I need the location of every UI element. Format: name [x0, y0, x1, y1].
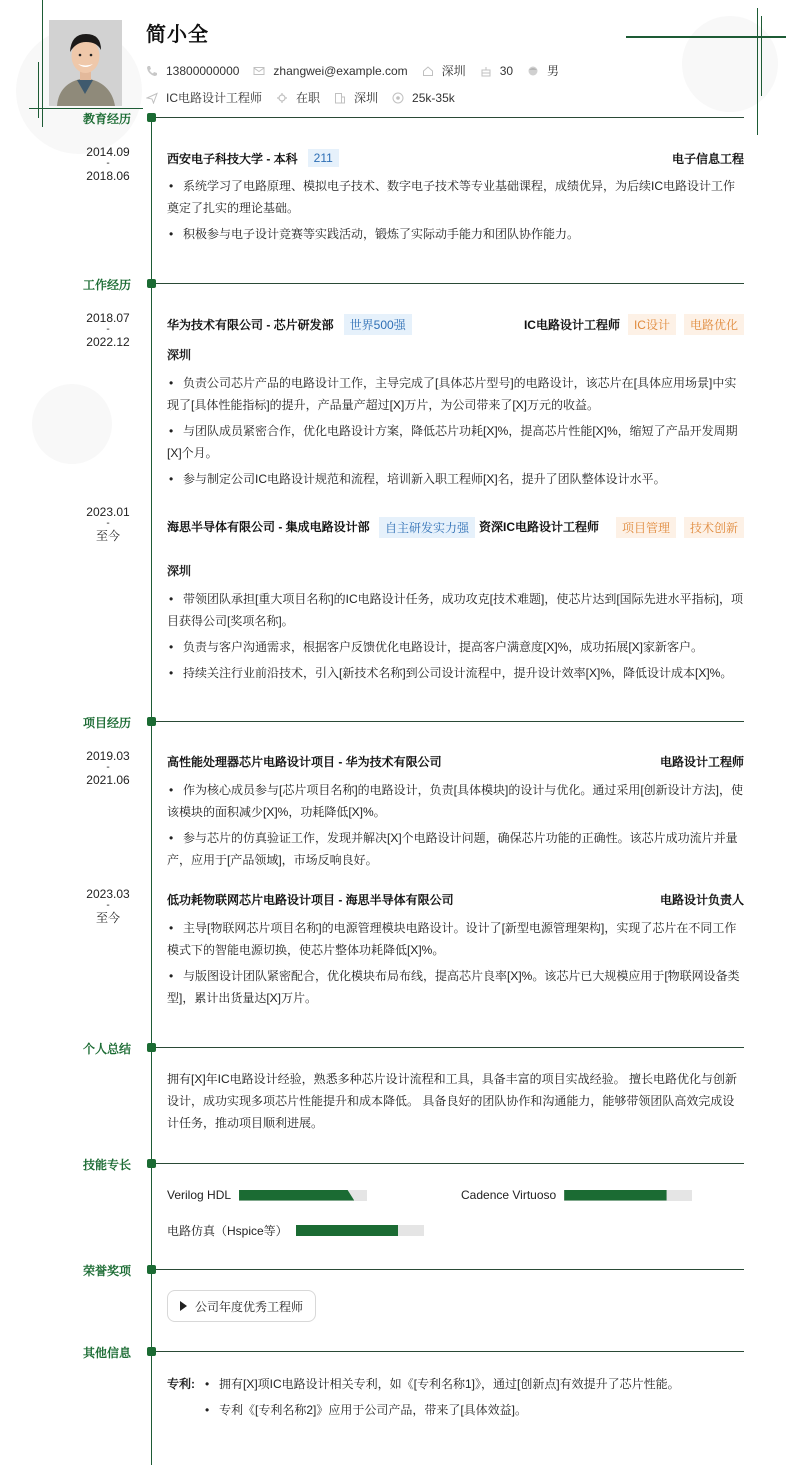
- home-icon: [422, 65, 434, 77]
- bullet-item: • 参与芯片的仿真验证工作，发现并解决[X]个电路设计问题，确保芯片功能的正确性。该芯片成功流片并量产，应用于[产品领域]，市场反响良好。: [167, 827, 744, 871]
- section-title: 荣誉奖项: [82, 1264, 131, 1278]
- company-tag: 自主研发实力强: [379, 517, 475, 538]
- skill-item: [167, 1222, 424, 1239]
- award-name: 公司年度优秀工程师: [195, 1299, 304, 1314]
- send-icon: [146, 92, 158, 104]
- target-city-value: 深圳: [354, 91, 379, 105]
- job-status-value: 在职: [296, 91, 321, 105]
- section-awards-header: [0, 1264, 794, 1276]
- role-tag: 电路优化: [684, 314, 744, 335]
- patents-list: [203, 1373, 680, 1421]
- section-title: 个人总结: [82, 1042, 131, 1056]
- mail-icon: [253, 65, 265, 77]
- salary-item: [392, 91, 455, 105]
- skill-bar: [296, 1225, 424, 1236]
- triangle-right-icon: [180, 1301, 187, 1311]
- project-role: 电路设计负责人: [659, 893, 744, 907]
- gender-value: 男: [547, 64, 560, 78]
- work-city: 深圳: [167, 564, 192, 578]
- work-entry-header: [167, 508, 744, 546]
- contact-info-row: [146, 62, 573, 79]
- job-role: IC电路设计工程师: [523, 318, 620, 332]
- role-tag: IC设计: [628, 314, 676, 335]
- skill-bar: [564, 1190, 692, 1201]
- work-date: [70, 312, 146, 348]
- company-name: 华为技术有限公司 - 芯片研发部: [167, 318, 334, 332]
- start-date: 2018.07: [86, 311, 130, 325]
- patents-block: [167, 1373, 680, 1425]
- section-divider: [156, 1047, 744, 1048]
- skill-bar-fill: [564, 1190, 666, 1201]
- end-date: 2021.06: [86, 773, 130, 787]
- bullet-item: • 带领团队承担[重大项目名称]的IC电路设计任务，成功攻克[技术难题]，使芯片达到[国际先进水平指标]，项目获得公司[奖项名称]。: [167, 588, 744, 632]
- project-name: 高性能处理器芯片电路设计项目 - 华为技术有限公司: [167, 755, 442, 769]
- project-date: [70, 888, 146, 924]
- decor-circle: [32, 384, 112, 464]
- status-icon: [276, 92, 288, 104]
- school-tag: 211: [308, 149, 339, 167]
- bullet-item: • 主导[物联网芯片项目名称]的电源管理模块电路设计。设计了[新型电源管理架构]，实现了芯片在不同工作模式下的智能电源切换，使芯片整体功耗降低[X]%。: [167, 917, 744, 961]
- job-role: 资深IC电路设计工程师: [479, 519, 600, 534]
- age-icon: [480, 65, 492, 77]
- gender-icon: [527, 65, 539, 77]
- school-name: 西安电子科技大学 - 本科: [167, 151, 298, 166]
- timeline-dot: [147, 113, 156, 122]
- job-status-item: [276, 89, 320, 106]
- building-icon: [334, 92, 346, 104]
- email-item: [253, 64, 407, 78]
- phone-value: 13800000000: [166, 63, 240, 78]
- company-tag: 世界500强: [344, 314, 412, 335]
- timeline-dot: [147, 1159, 156, 1168]
- timeline-dot: [147, 279, 156, 288]
- section-education-header: [0, 112, 794, 124]
- phone-icon: [146, 65, 158, 77]
- section-title: 项目经历: [82, 716, 131, 730]
- bullet-item: • 系统学习了电路原理、模拟电子技术、数字电子技术等专业基础课程，成绩优异，为后续IC电路设计工作奠定了扎实的理论基础。: [167, 175, 744, 219]
- decor-line: [626, 36, 786, 38]
- end-date: 至今: [95, 911, 120, 925]
- project-bullets: [167, 917, 744, 1013]
- skill-name: Verilog HDL: [167, 1188, 232, 1202]
- age-value: 30: [499, 63, 514, 78]
- decor-circle: [682, 16, 778, 112]
- project-entry-header: [167, 753, 744, 770]
- section-divider: [156, 1163, 744, 1164]
- salary-icon: [392, 92, 404, 104]
- date-separator: -: [106, 158, 110, 169]
- education-date: [70, 146, 146, 182]
- skill-name: Cadence Virtuoso: [461, 1188, 557, 1202]
- section-title: 其他信息: [82, 1346, 131, 1360]
- bullet-item: • 与版图设计团队紧密配合，优化模块布局布线，提高芯片良率[X]%。该芯片已大规模应用于[物联网设备类型]，累计出货量达[X]万片。: [167, 965, 744, 1009]
- section-divider: [156, 283, 744, 284]
- location-item: [422, 62, 466, 79]
- section-summary-header: [0, 1042, 794, 1054]
- skill-name: 电路仿真（Hspice等）: [167, 1224, 288, 1238]
- timeline-dot: [147, 1265, 156, 1274]
- skill-bar-fill: [296, 1225, 398, 1236]
- bullet-item: • 参与制定公司IC电路设计规范和流程，培训新入职工程师[X]名，提升了团队整体设计水平。: [167, 468, 744, 490]
- avatar: [49, 20, 122, 106]
- end-date: 2022.12: [86, 335, 130, 349]
- date-separator: -: [106, 518, 110, 529]
- bullet-item: • 持续关注行业前沿技术，引入[新技术名称]到公司设计流程中，提升设计效率[X]%，降低设计成本[X]%。: [167, 662, 744, 684]
- target-city-item: [334, 89, 378, 106]
- candidate-name: 简小全: [146, 24, 209, 46]
- skill-item: [461, 1188, 692, 1202]
- salary-value: 25k-35k: [412, 90, 455, 105]
- patent-item: • 专利《[专利名称2]》应用于公司产品，带来了[具体效益]。: [203, 1399, 680, 1421]
- decor-line: [761, 16, 762, 96]
- bullet-item: • 负责公司芯片产品的电路设计工作，主导完成了[具体芯片型号]的电路设计，该芯片在[具体应用场景]中实现了[具体性能指标]的提升，产品量产超过[X]万片，为公司带来了[X]万元的收益。: [167, 372, 744, 416]
- patents-label: 专利:: [167, 1377, 195, 1391]
- skill-bar-fill: [239, 1190, 354, 1201]
- work-entry-header: [167, 314, 744, 335]
- decor-line: [29, 108, 143, 109]
- summary-text: 拥有[X]年IC电路设计经验，熟悉多种芯片设计流程和工具，具备丰富的项目实战经验。 擅长电路优化与创新设计，成功实现多项芯片性能提升和成本降低。 具备良好的团队协作和沟通能力，能够带领团队高效完成设计任务，推动项目顺利进展。: [167, 1072, 738, 1130]
- work-date: [70, 506, 146, 542]
- date-separator: -: [106, 900, 110, 911]
- bullet-item: • 负责与客户沟通需求，根据客户反馈优化电路设计，提高客户满意度[X]%，成功拓展[X]家新客户。: [167, 636, 744, 658]
- role-tag: 项目管理: [616, 517, 676, 538]
- start-date: 2023.03: [86, 887, 130, 901]
- gender-item: [527, 62, 559, 79]
- bullet-item: • 与团队成员紧密合作，优化电路设计方案，降低芯片功耗[X]%，提高芯片性能[X]%，缩短了产品开发周期[X]个月。: [167, 420, 744, 464]
- timeline-dot: [147, 717, 156, 726]
- phone-item: [146, 64, 239, 78]
- skill-item: [167, 1188, 367, 1202]
- award-item: [167, 1290, 316, 1322]
- section-skills-header: [0, 1158, 794, 1170]
- start-date: 2023.01: [86, 505, 130, 519]
- job-info-row: [146, 89, 469, 106]
- start-date: 2014.09: [86, 145, 130, 159]
- project-role: 电路设计工程师: [659, 755, 744, 769]
- education-bullets: [167, 175, 744, 249]
- section-divider: [156, 117, 744, 118]
- end-date: 至今: [95, 529, 120, 543]
- skill-bar: [239, 1190, 367, 1201]
- major: 电子信息工程: [671, 151, 744, 166]
- bullet-item: • 积极参与电子设计竞赛等实践活动，锻炼了实际动手能力和团队协作能力。: [167, 223, 744, 245]
- project-name: 低功耗物联网芯片电路设计项目 - 海思半导体有限公司: [167, 893, 454, 907]
- decor-line: [38, 62, 39, 118]
- timeline-line: [151, 118, 152, 1465]
- age-item: [480, 64, 513, 78]
- timeline-dot: [147, 1043, 156, 1052]
- patent-item: • 拥有[X]项IC电路设计相关专利，如《[专利名称1]》，通过[创新点]有效提升了芯片性能。: [203, 1373, 680, 1395]
- target-job-value: IC电路设计工程师: [166, 91, 263, 105]
- section-work-header: [0, 278, 794, 290]
- section-divider: [156, 721, 744, 722]
- end-date: 2018.06: [86, 169, 130, 183]
- section-title: 教育经历: [82, 112, 131, 126]
- company-name: 海思半导体有限公司 - 集成电路设计部: [167, 519, 370, 534]
- bullet-item: • 作为核心成员参与[芯片项目名称]的电路设计，负责[具体模块]的设计与优化。通过采用[创新设计方法]，使该模块的面积减少[X]%，功耗降低[X]%。: [167, 779, 744, 823]
- target-job-item: [146, 89, 262, 106]
- date-separator: -: [106, 324, 110, 335]
- work-bullets: [167, 588, 744, 688]
- project-date: [70, 750, 146, 786]
- date-separator: -: [106, 762, 110, 773]
- location-value: 深圳: [441, 64, 466, 78]
- role-tag: 技术创新: [684, 517, 744, 538]
- project-bullets: [167, 779, 744, 875]
- project-entry-header: [167, 891, 744, 908]
- work-city: 深圳: [167, 348, 192, 362]
- timeline-dot: [147, 1347, 156, 1356]
- section-other-header: [0, 1346, 794, 1358]
- education-entry-header: [167, 149, 744, 167]
- email-value: zhangwei@example.com: [273, 63, 408, 78]
- start-date: 2019.03: [86, 749, 130, 763]
- section-projects-header: [0, 716, 794, 728]
- avatar-photo: [49, 20, 122, 106]
- section-divider: [156, 1351, 744, 1352]
- work-bullets: [167, 372, 744, 494]
- section-title: 工作经历: [82, 278, 131, 292]
- section-title: 技能专长: [82, 1158, 131, 1172]
- section-divider: [156, 1269, 744, 1270]
